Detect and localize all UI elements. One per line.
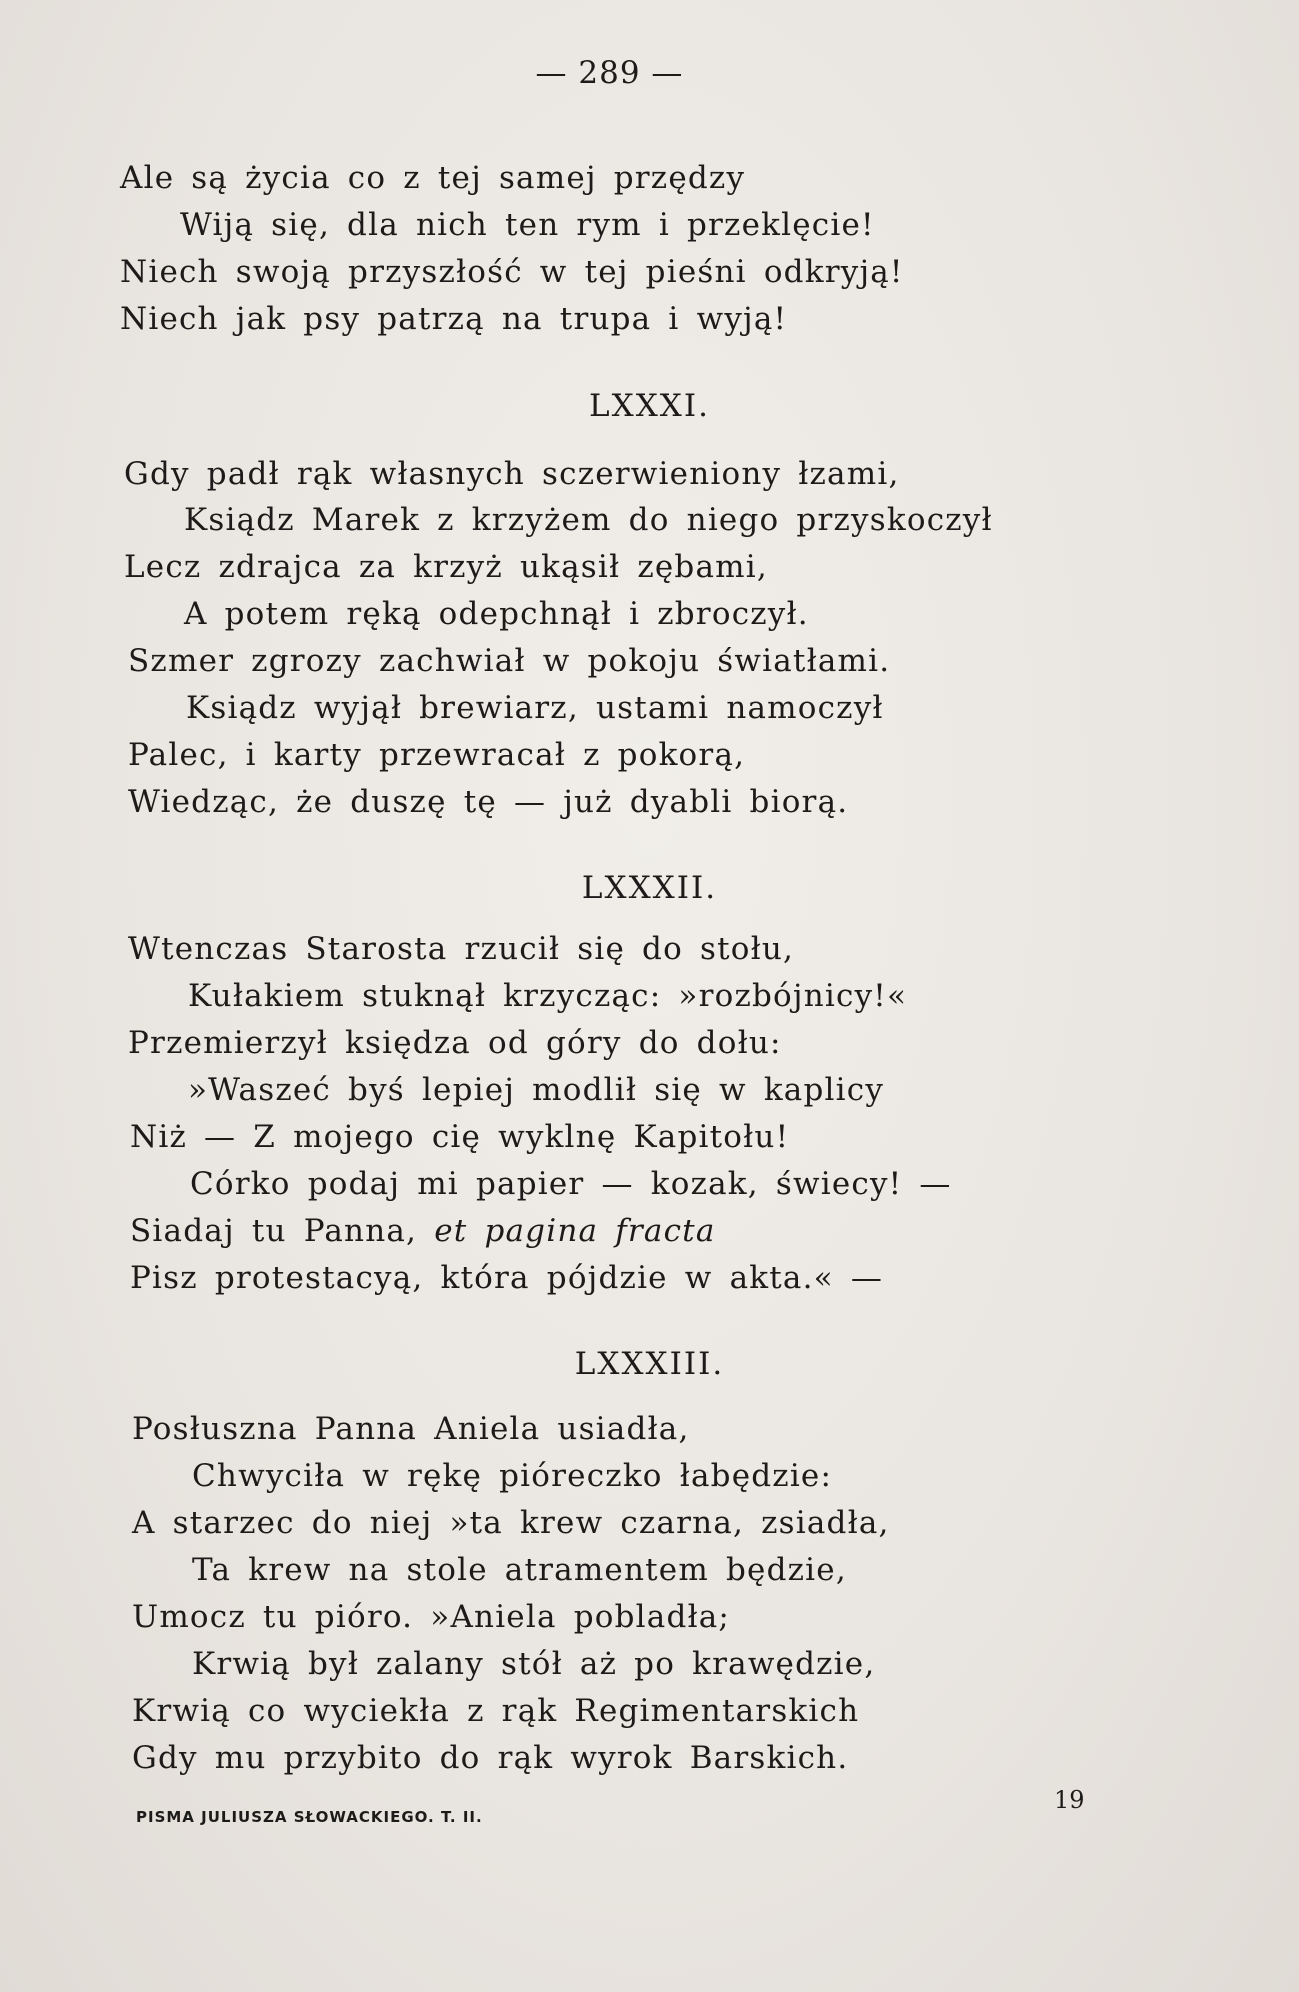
verse-line: Krwią co wyciekła z rąk Regimentarskich [132,1693,860,1729]
verse-line: Przemierzył księdza od góry do dołu: [128,1025,782,1061]
verse-line: Chwyciła w rękę pióreczko łabędzie: [192,1458,833,1494]
verse-line: Niż — Z mojego cię wyklnę Kapitołu! [130,1119,790,1155]
verse-line: »Waszeć byś lepiej modlił się w kaplicy [188,1072,885,1108]
page-number: — 289 — [535,55,684,91]
stanza-heading-lxxxi: LXXXI. [589,388,710,424]
verse-line: Pisz protestacyą, która pójdzie w akta.« — [130,1260,884,1296]
verse-line: Wiedząc, że duszę tę — już dyabli biorą. [128,784,849,820]
verse-line: Ale są życia co z tej samej przędzy [120,160,746,196]
verse-line: Umocz tu pióro. »Aniela pobladła; [132,1599,731,1635]
verse-line: Niech jak psy patrzą na trupa i wyją! [120,301,788,337]
verse-text: Siadaj tu Panna, [130,1213,418,1249]
verse-line: Szmer zgrozy zachwiał w pokoju światłami. [128,643,891,679]
verse-line [130,1211,716,1251]
verse-line: Gdy padł rąk własnych sczerwieniony łzami, [124,456,900,492]
stanza-heading-lxxxii: LXXXII. [581,870,718,906]
verse-line: Ksiądz Marek z krzyżem do niego przyskoczył [184,502,993,538]
verse-line: Ksiądz wyjął brewiarz, ustami namoczył [186,690,884,726]
verse-line: Ta krew na stole atramentem będzie, [192,1552,847,1588]
verse-line: Wtenczas Starosta rzucił się do stołu, [128,931,795,967]
latin-phrase: et pagina fracta [434,1213,716,1249]
verse-line: Posłuszna Panna Aniela usiadła, [132,1411,690,1447]
verse-line: Niech swoją przyszłość w tej pieśni odkryją! [120,254,904,290]
verse-line: Lecz zdrajca za krzyż ukąsił zębami, [124,549,768,585]
verse-line: Wiją się, dla nich ten rym i przeklęcie! [180,207,875,243]
verse-line: Krwią był zalany stół aż po krawędzie, [192,1646,876,1682]
sheet-number: 19 [1054,1786,1085,1814]
verse-line: A starzec do niej »ta krew czarna, zsiadła, [132,1505,890,1541]
verse-line: Gdy mu przybito do rąk wyrok Barskich. [132,1740,849,1776]
stanza-heading-lxxxiii: LXXXIII. [574,1346,725,1382]
verse-line: Palec, i karty przewracał z pokorą, [128,737,746,773]
verse-line: Kułakiem stuknął krzycząc: »rozbójnicy!« [188,978,908,1014]
verse-line: Córko podaj mi papier — kozak, świecy! — [190,1166,952,1202]
verse-line: A potem ręką odepchnął i zbroczył. [184,596,809,632]
printer-signature: PISMA JULIUSZA SŁOWACKIEGO. T. II. [136,1808,483,1826]
